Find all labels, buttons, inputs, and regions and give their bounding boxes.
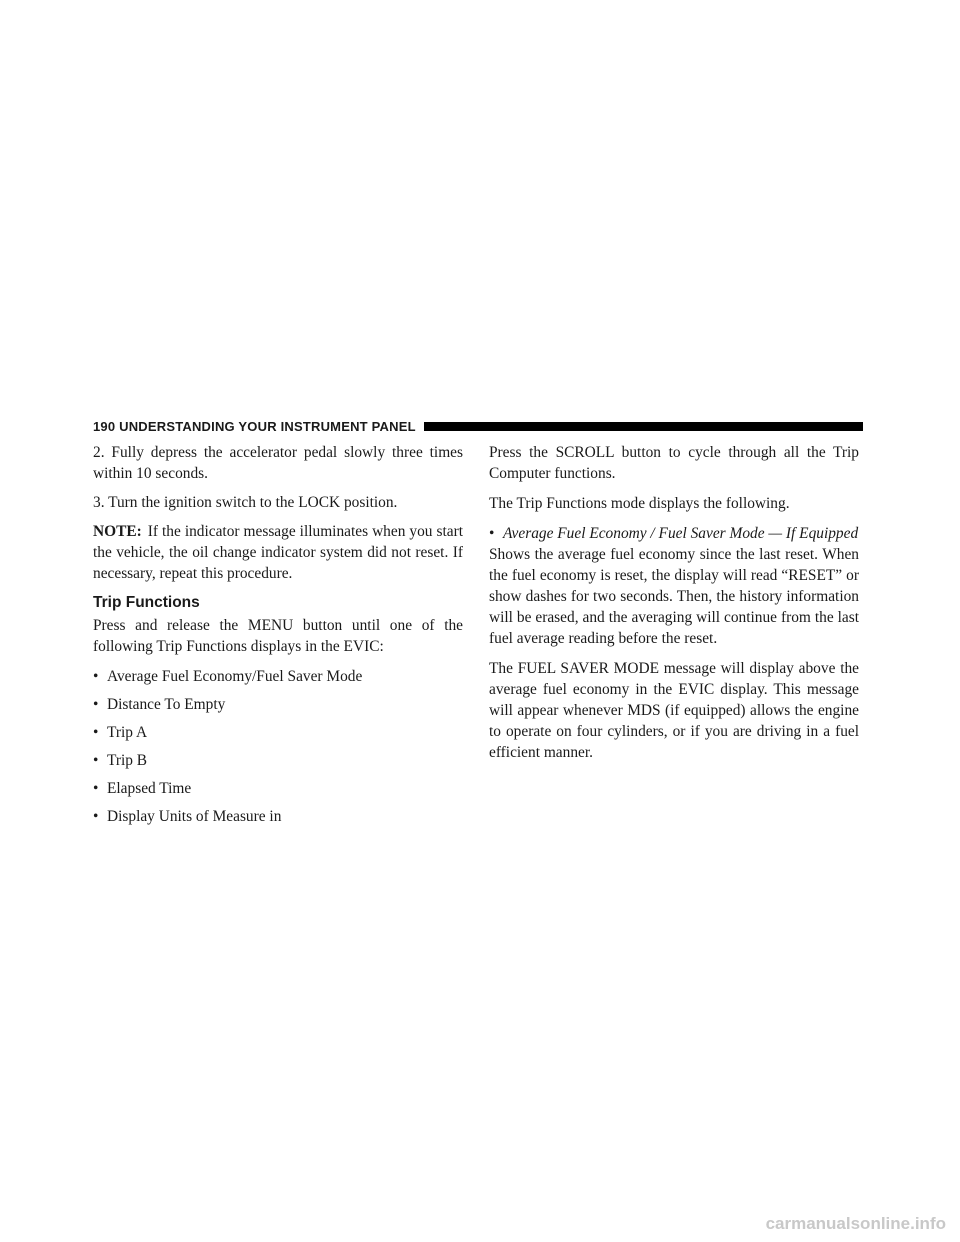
list-item-text: Average Fuel Economy/Fuel Saver Mode [107, 668, 363, 685]
bullet-icon: • [93, 752, 99, 769]
list-item [93, 778, 463, 799]
list-item-text: Elapsed Time [107, 780, 192, 797]
list-item-text: Distance To Empty [107, 696, 226, 713]
step-2: 2. Fully depress the accelerator pedal slowly three times within 10 seconds. [93, 444, 463, 482]
bullet-icon: • [93, 808, 99, 825]
list-item [489, 523, 859, 544]
step-3: 3. Turn the ignition switch to the LOCK position. [93, 494, 398, 511]
note-paragraph [93, 521, 463, 584]
bullet-icon: • [93, 696, 99, 713]
left-column [93, 442, 463, 834]
mode-paragraph: The Trip Functions mode displays the following. [489, 495, 790, 512]
intro-paragraph: Press and release the MENU button until one of the following Trip Functions displays in the EVIC: [93, 617, 463, 655]
bullet-icon: • [93, 724, 99, 741]
list-item [93, 750, 463, 771]
list-item [93, 806, 463, 827]
page-number-title: 190 UNDERSTANDING YOUR INSTRUMENT PANEL [93, 418, 416, 434]
fuel-saver-paragraph: The FUEL SAVER MODE message will display above the average fuel economy in the EVIC display. This message will appear whenever MDS (if equipped) allows the engine to operate on four cylinders, or if you are driving in a fuel efficient manner. [489, 660, 859, 761]
bullet-icon: • [93, 780, 99, 797]
note-label: NOTE: [93, 523, 142, 540]
note-text: If the indicator message illuminates when you start the vehicle, the oil change indicator system did not reset. If necessary, repeat this procedure. [93, 523, 463, 582]
mode-list [489, 523, 859, 544]
list-item [93, 694, 463, 715]
bullet-icon: • [93, 668, 99, 685]
fuel-economy-paragraph: Shows the average fuel economy since the last reset. When the fuel economy is reset, the display will read “RESET” or show dashes for two seconds. Then, the history information will be erased, and the averaging will continue from the last fuel average reading before the reset. [489, 546, 859, 647]
list-item [93, 666, 463, 687]
right-column [489, 442, 859, 772]
page-header [93, 418, 863, 434]
watermark: carmanualsonline.info [765, 1214, 946, 1233]
header-rule [424, 422, 863, 431]
section-title: Trip Functions [93, 594, 200, 611]
item-title: Average Fuel Economy / Fuel Saver Mode — If Equipped [503, 525, 859, 542]
trip-functions-list [93, 666, 463, 827]
list-item-text: Display Units of Measure in [107, 808, 282, 825]
list-item-text: Trip A [107, 724, 148, 741]
bullet-icon: • [489, 525, 495, 542]
list-item [93, 722, 463, 743]
list-item-text: Trip B [107, 752, 148, 769]
scroll-paragraph: Press the SCROLL button to cycle through all the Trip Computer functions. [489, 444, 859, 482]
